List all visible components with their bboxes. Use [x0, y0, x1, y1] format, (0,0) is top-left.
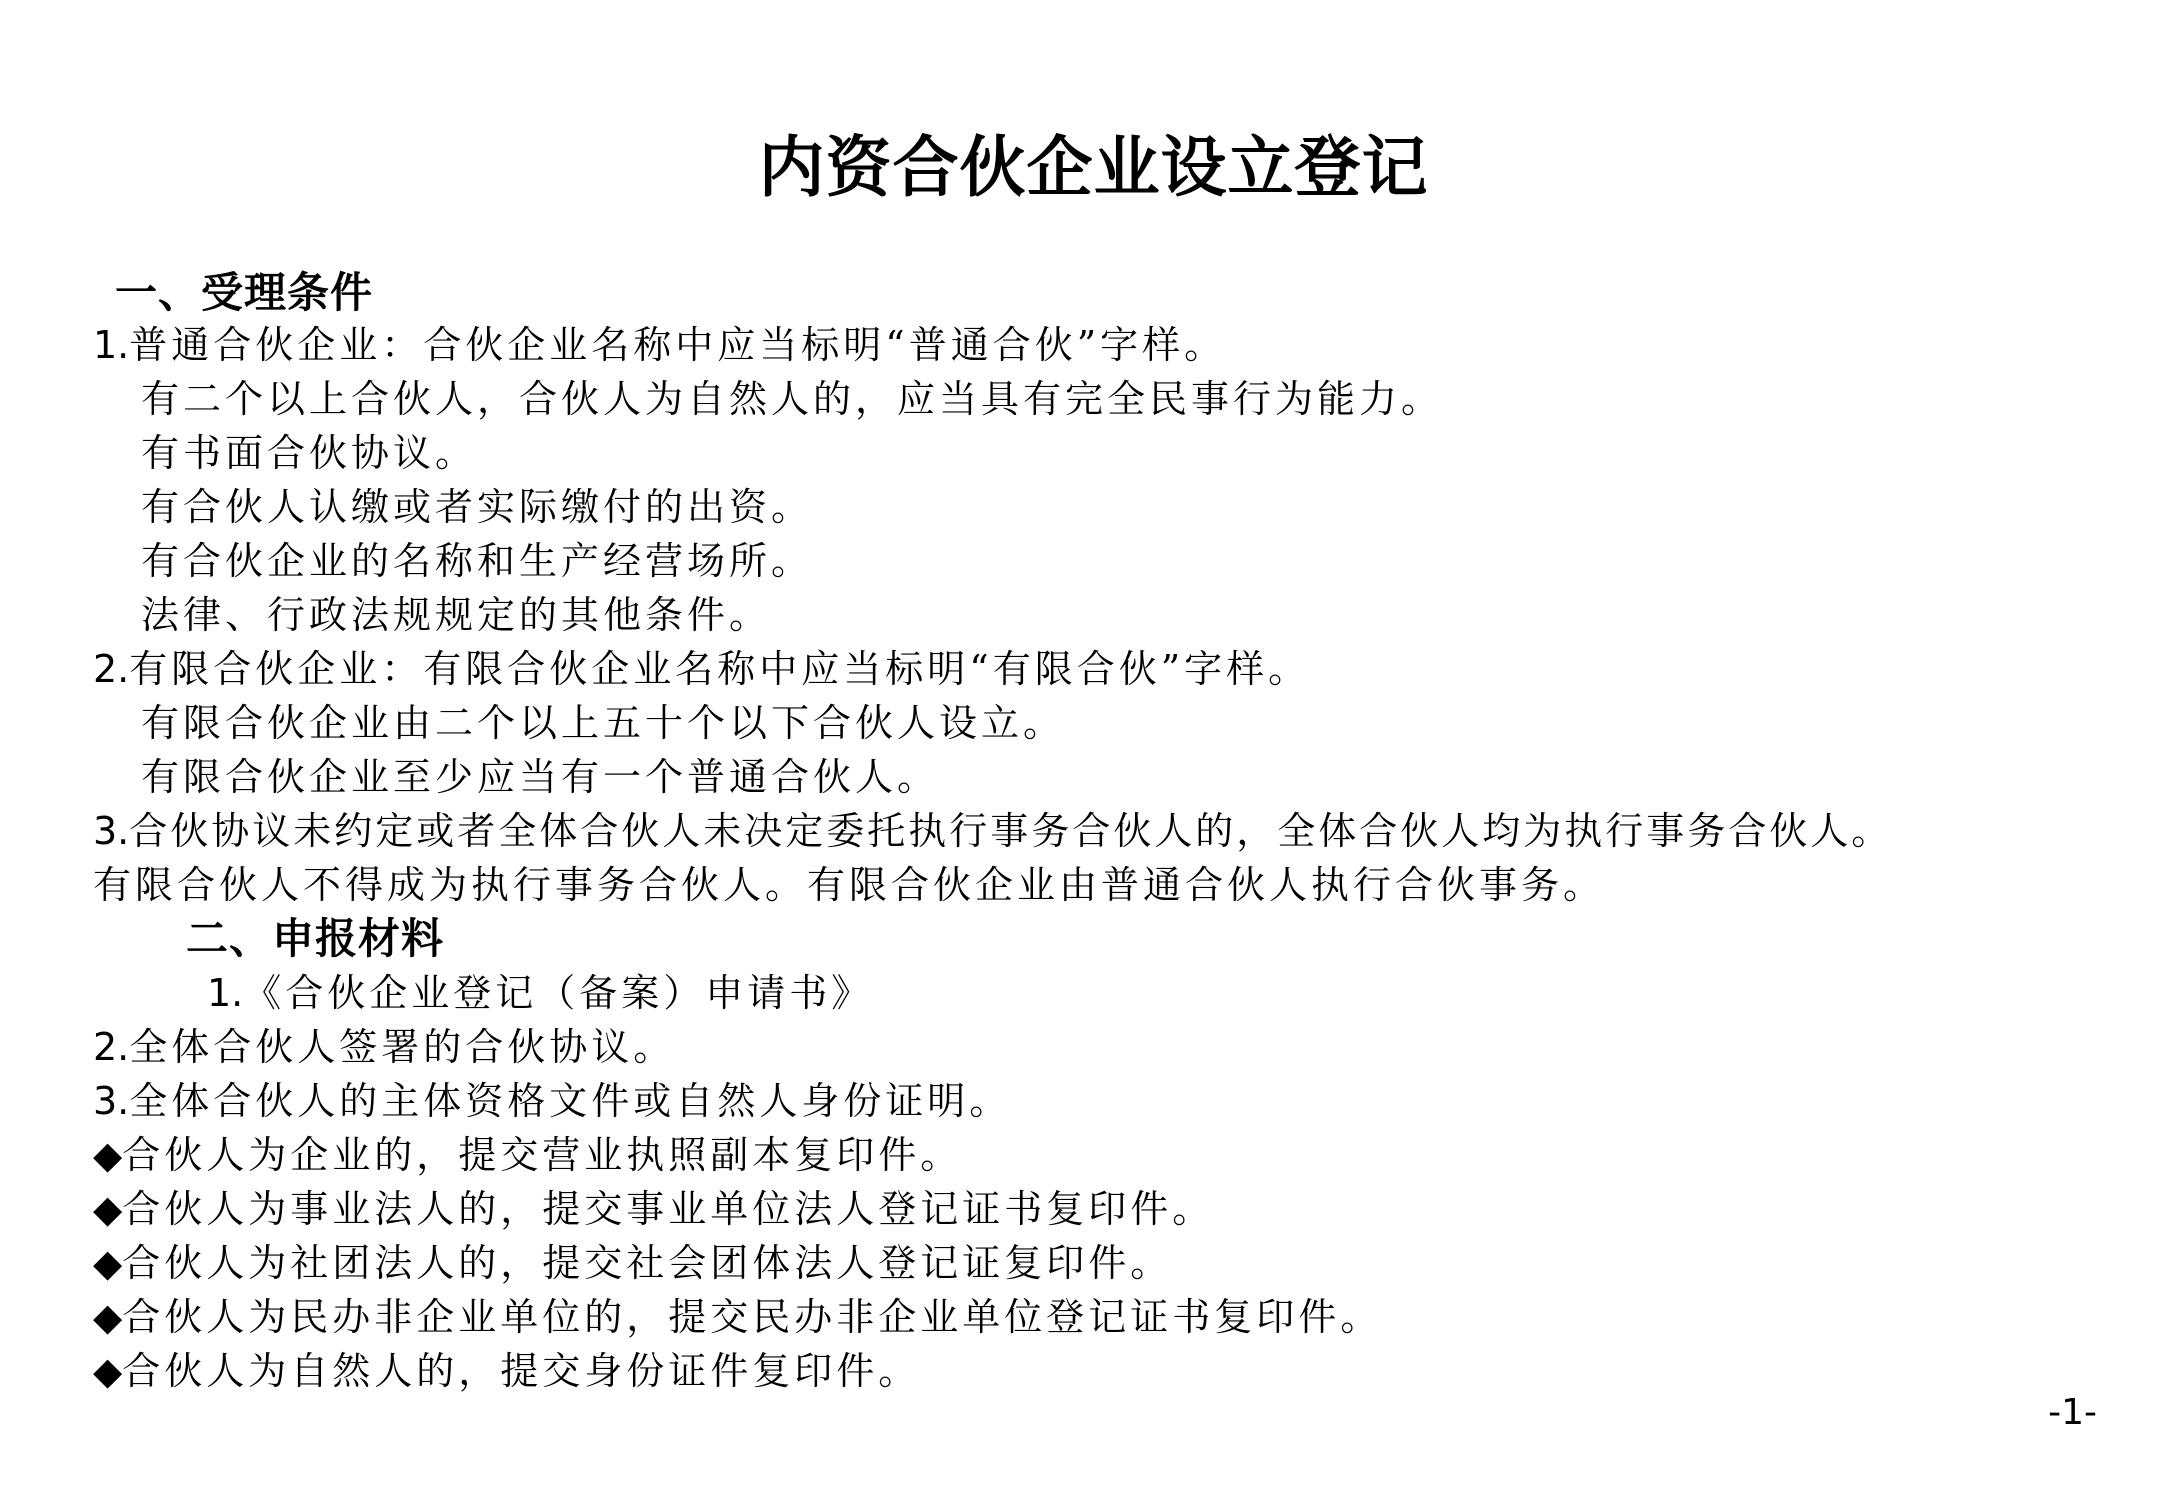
condition-sub-line: 有限合伙企业至少应当有一个普通合伙人。: [141, 755, 940, 799]
item-text: 《合伙企业登记（备案）申请书》: [243, 971, 874, 1015]
diamond-bullet-icon: ◆: [93, 1187, 123, 1231]
diamond-bullet-icon: ◆: [93, 1295, 123, 1339]
material-bullet-item: [93, 1238, 1172, 1288]
condition-sub-line: 有限合伙企业由二个以上五十个以下合伙人设立。: [141, 701, 1066, 745]
material-bullet-item: [93, 1292, 1382, 1342]
diamond-bullet-icon: ◆: [93, 1133, 123, 1177]
bullet-text: 合伙人为社团法人的，提交社会团体法人登记证复印件。: [122, 1241, 1173, 1285]
material-item-3: [93, 1076, 1011, 1126]
material-bullet-item: [93, 1346, 920, 1396]
item-number: 2.: [93, 1025, 130, 1069]
item-text: 全体合伙人的主体资格文件或自然人身份证明。: [129, 1079, 1012, 1123]
section-heading-acceptance-conditions: 一、受理条件: [115, 268, 374, 317]
bullet-text: 合伙人为事业法人的，提交事业单位法人登记证书复印件。: [122, 1187, 1215, 1231]
condition-sub-line: 法律、行政法规规定的其他条件。: [141, 593, 772, 637]
item-number: 1.: [207, 971, 244, 1015]
item-number: 3.: [93, 809, 130, 853]
material-item-1: [207, 968, 873, 1018]
item-text: 全体合伙人签署的合伙协议。: [129, 1025, 676, 1069]
item-number: 1.: [93, 323, 130, 367]
condition-sub-line: 有合伙人认缴或者实际缴付的出资。: [141, 485, 814, 529]
condition-item-2: [93, 644, 1310, 694]
section-heading-application-materials: 二、申报材料: [186, 914, 445, 963]
material-item-2: [93, 1022, 675, 1072]
condition-item-3: [93, 806, 1892, 856]
item-text: 有限合伙企业：有限合伙企业名称中应当标明“有限合伙”字样。: [129, 647, 1311, 691]
item-number: 3.: [93, 1079, 130, 1123]
condition-sub-line: 有合伙企业的名称和生产经营场所。: [141, 539, 814, 583]
condition-sub-line: 有书面合伙协议。: [141, 431, 478, 475]
condition-sub-line: 有二个以上合伙人，合伙人为自然人的，应当具有完全民事行为能力。: [141, 377, 1444, 421]
bullet-text: 合伙人为民办非企业单位的，提交民办非企业单位登记证书复印件。: [122, 1295, 1383, 1339]
condition-item-1: [93, 320, 1226, 370]
bullet-text: 合伙人为企业的，提交营业执照副本复印件。: [122, 1133, 963, 1177]
page-number: -1-: [2048, 1392, 2097, 1433]
item-number: 2.: [93, 647, 130, 691]
material-bullet-item: [93, 1184, 1214, 1234]
bullet-text: 合伙人为自然人的，提交身份证件复印件。: [122, 1349, 921, 1393]
diamond-bullet-icon: ◆: [93, 1349, 123, 1393]
diamond-bullet-icon: ◆: [93, 1241, 123, 1285]
item-text: 合伙协议未约定或者全体合伙人未决定委托执行事务合伙人的，全体合伙人均为执行事务合伙人。: [129, 809, 1893, 853]
condition-item-3-continuation: 有限合伙人不得成为执行事务合伙人。有限合伙企业由普通合伙人执行合伙事务。: [93, 863, 1606, 907]
item-text: 普通合伙企业：合伙企业名称中应当标明“普通合伙”字样。: [129, 323, 1227, 367]
page-title: 内资合伙企业设立登记: [758, 129, 1429, 206]
material-bullet-item: [93, 1130, 962, 1180]
